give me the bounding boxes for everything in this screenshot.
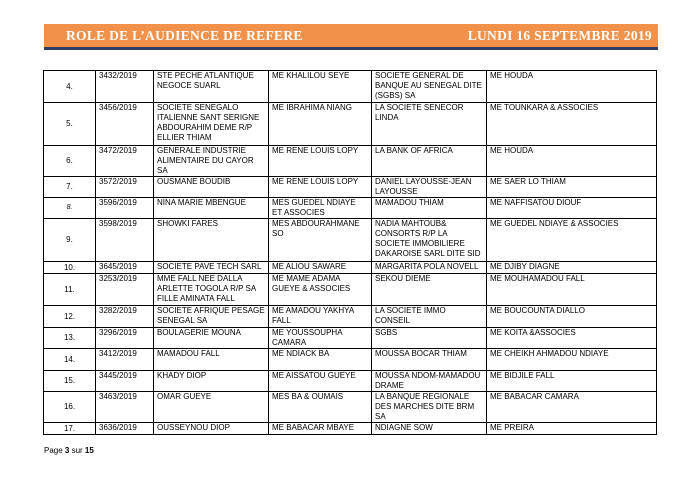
case-reference-cell: 3636/2019 (96, 423, 154, 435)
row-number-cell: 9. (44, 219, 96, 262)
plaintiff-lawyer-cell: ME AISSATOU GUEYE (269, 371, 372, 392)
plaintiff-lawyer-cell: ME BABACAR MBAYE (269, 423, 372, 435)
defendant-lawyer-cell: ME KOITA &ASSOCIES (487, 328, 657, 349)
defendant-cell: MOUSSA BOCAR THIAM (372, 349, 487, 371)
defendant-cell: SOCIETE GENERAL DE BANQUE AU SENEGAL DITE (SGBS) SA (372, 71, 487, 103)
row-number-cell: 10. (44, 262, 96, 274)
defendant-cell: SEKOU DIEME (372, 274, 487, 306)
plaintiff-cell: NINA MARIE MBENGUE (154, 198, 269, 219)
plaintiff-lawyer-cell: MES GUEDEL NDIAYE ET ASSOCIES (269, 198, 372, 219)
document-title: ROLE DE L’AUDIENCE DE REFERE (66, 27, 303, 43)
footer-separator: sur (69, 446, 85, 455)
defendant-cell: NADIA MAHTOUB& CONSORTS R/P LA SOCIETE IMMOBILIERE DAKAROISE SARL DITE SID (372, 219, 487, 262)
table-row (44, 274, 657, 306)
row-number-cell: 15. (44, 371, 96, 392)
row-number-cell: 8. (44, 198, 96, 219)
defendant-lawyer-cell: ME NAFFISATOU DIOUF (487, 198, 657, 219)
plaintiff-cell: SHOWKI FARES (154, 219, 269, 262)
case-reference-cell: 3463/2019 (96, 392, 154, 423)
defendant-cell: LA BANQUE REGIONALE DES MARCHES DITE BRM SA (372, 392, 487, 423)
table-row (44, 423, 657, 435)
plaintiff-cell: OMAR GUEYE (154, 392, 269, 423)
table-row (44, 328, 657, 349)
defendant-lawyer-cell: ME DJIBY DIAGNE (487, 262, 657, 274)
table-row (44, 349, 657, 371)
table-row (44, 392, 657, 423)
page-number: 3 (64, 446, 70, 455)
plaintiff-lawyer-cell: ME RENE LOUIS LOPY (269, 177, 372, 198)
plaintiff-lawyer-cell: MES ABDOURAHMANE SO (269, 219, 372, 262)
defendant-lawyer-cell: ME TOUNKARA & ASSOCIES (487, 103, 657, 146)
plaintiff-lawyer-cell: ME RENE LOUIS LOPY (269, 146, 372, 177)
plaintiff-cell: SOCIETE SENEGALO ITALIENNE SANT SERIGNE ABDOURAHIM DEME R/P ELLIER THIAM (154, 103, 269, 146)
plaintiff-lawyer-cell: ME KHALILOU SEYE (269, 71, 372, 103)
plaintiff-lawyer-cell: ME ALIOU SAWARE (269, 262, 372, 274)
plaintiff-cell: SOCIETE AFRIQUE PESAGE SENEGAL SA (154, 306, 269, 328)
row-number-cell: 17. (44, 423, 96, 435)
table-row (44, 306, 657, 328)
case-reference-cell: 3296/2019 (96, 328, 154, 349)
case-reference-cell: 3412/2019 (96, 349, 154, 371)
row-number-cell: 5. (44, 103, 96, 146)
defendant-lawyer-cell: ME BABACAR CAMARA (487, 392, 657, 423)
defendant-cell: LA BANK OF AFRICA (372, 146, 487, 177)
plaintiff-cell: OUSMANE BOUDIB (154, 177, 269, 198)
plaintiff-cell: BOULAGERIE MOUNA (154, 328, 269, 349)
defendant-lawyer-cell: ME BOUCOUNTA DIALLO (487, 306, 657, 328)
plaintiff-lawyer-cell: ME MAME ADAMA GUEYE & ASSOCIES (269, 274, 372, 306)
row-number-cell: 4. (44, 71, 96, 103)
table-row (44, 219, 657, 262)
plaintiff-lawyer-cell: ME AMADOU YAKHYA FALL (269, 306, 372, 328)
case-reference-cell: 3445/2019 (96, 371, 154, 392)
defendant-lawyer-cell: ME BIDJILE FALL (487, 371, 657, 392)
plaintiff-cell: STE PECHE ATLANTIQUE NEGOCE SUARL (154, 71, 269, 103)
row-number-cell: 12. (44, 306, 96, 328)
defendant-cell: SGBS (372, 328, 487, 349)
footer-prefix: Page (44, 446, 65, 455)
defendant-lawyer-cell: ME PREIRA (487, 423, 657, 435)
page-footer (44, 446, 94, 455)
plaintiff-cell: SOCIETE PAVE TECH SARL (154, 262, 269, 274)
case-reference-cell: 3456/2019 (96, 103, 154, 146)
page-total: 15 (84, 446, 94, 455)
plaintiff-lawyer-cell: ME NDIACK BA (269, 349, 372, 371)
case-reference-cell: 3253/2019 (96, 274, 154, 306)
case-reference-cell: 3598/2019 (96, 219, 154, 262)
case-reference-cell: 3572/2019 (96, 177, 154, 198)
table-row (44, 103, 657, 146)
defendant-cell: MAMADOU THIAM (372, 198, 487, 219)
defendant-lawyer-cell: ME GUEDEL NDIAYE & ASSOCIES (487, 219, 657, 262)
row-number-cell: 14. (44, 349, 96, 371)
table-row (44, 177, 657, 198)
case-reference-cell: 3432/2019 (96, 71, 154, 103)
defendant-cell: MARGARITA POLA NOVELL (372, 262, 487, 274)
table-row (44, 371, 657, 392)
plaintiff-lawyer-cell: MES BA & OUMAIS (269, 392, 372, 423)
row-number-cell: 13. (44, 328, 96, 349)
defendant-lawyer-cell: ME SAER LO THIAM (487, 177, 657, 198)
case-reference-cell: 3596/2019 (96, 198, 154, 219)
case-reference-cell: 3472/2019 (96, 146, 154, 177)
defendant-lawyer-cell: ME HOUDA (487, 146, 657, 177)
plaintiff-cell: OUSSEYNOU DIOP (154, 423, 269, 435)
defendant-lawyer-cell: ME HOUDA (487, 71, 657, 103)
defendant-cell: DANIEL LAYOUSSE-JEAN LAYOUSSE (372, 177, 487, 198)
table-row (44, 262, 657, 274)
defendant-cell: NDIAGNE SOW (372, 423, 487, 435)
defendant-lawyer-cell: ME MOUHAMADOU FALL (487, 274, 657, 306)
table-row (44, 146, 657, 177)
header-banner (44, 24, 658, 50)
plaintiff-lawyer-cell: ME IBRAHIMA NIANG (269, 103, 372, 146)
row-number-cell: 7. (44, 177, 96, 198)
row-number-cell: 6. (44, 146, 96, 177)
plaintiff-lawyer-cell: ME YOUSSOUPHA CAMARA (269, 328, 372, 349)
defendant-cell: LA SOCIETE SENECOR LINDA (372, 103, 487, 146)
defendant-cell: LA SOCIETE IMMO CONSEIL (372, 306, 487, 328)
table-row (44, 71, 657, 103)
row-number-cell: 11. (44, 274, 96, 306)
table-row (44, 198, 657, 219)
hearing-roll-table (43, 70, 657, 435)
defendant-lawyer-cell: ME CHEIKH AHMADOU NDIAYE (487, 349, 657, 371)
plaintiff-cell: MME FALL NEE DALLA ARLETTE TOGOLA R/P SA FILLE AMINATA FALL (154, 274, 269, 306)
case-reference-cell: 3645/2019 (96, 262, 154, 274)
defendant-cell: MOUSSA NDOM-MAMADOU DRAME (372, 371, 487, 392)
plaintiff-cell: KHADY DIOP (154, 371, 269, 392)
row-number-cell: 16. (44, 392, 96, 423)
hearing-date: LUNDI 16 SEPTEMBRE 2019 (467, 27, 652, 43)
case-reference-cell: 3282/2019 (96, 306, 154, 328)
plaintiff-cell: GENERALE INDUSTRIE ALIMENTAIRE DU CAYOR SA (154, 146, 269, 177)
plaintiff-cell: MAMADOU FALL (154, 349, 269, 371)
